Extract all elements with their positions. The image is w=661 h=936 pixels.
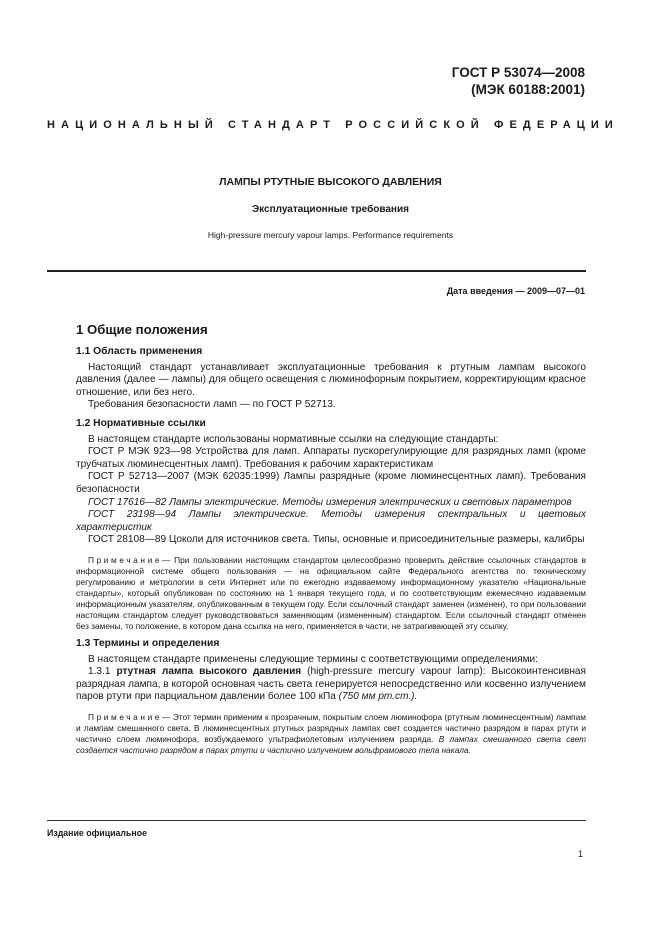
reference-item: ГОСТ 17616—82 Лампы электрические. Методы измерения электрических и световых параметров [88,496,572,508]
reference-item: ГОСТ Р МЭК 923—98 Устройства для ламп. Аппараты пускорегулирующие для разрядных ламп (кроме трубчатых люминесцентных ламп). Требования к рабочим характеристикам [76,446,586,470]
reference-item: ГОСТ 28108—89 Цоколи для источников света. Типы, основные и присоединительные размеры, калибры [88,534,585,546]
title-divider [47,270,586,272]
safety-paragraph: Требования безопасности ламп — по ГОСТ Р 52713. [88,399,336,411]
note-text: — При пользовании настоящим стандартом целесообразно проверить действие ссылочных стандартов в информационной системе общего пользования — на официальном сайте Федерального агентства по техническому регулированию и метрологии в сети Интернет или по ежегодно издаваемому информационному указателю «Национальные стандарты», который опубликован по состоянию на 1 января текущего года, и по соответствующим ежемесячно издаваемым информационным указателям, опубликованным в текущем году. Если ссылочный стандарт заменен (изменен), то при пользовании настоящим стандартом следует руководствоваться заменяющим (измененным) стандартом. Если ссылочный стандарт отменен без замены, то положение, в котором дана ссылка на него, применяется в части, не затрагивающей эту ссылку. [76,554,586,631]
document-body [76,322,586,762]
section-1-heading: 1 Общие положения [76,322,208,337]
note-italic-text: В лампах смешанного света свет создается частично разрядом в парах ртути и частично излучением вольфрамового тела накала. [76,733,586,755]
note-term [76,712,586,756]
effective-date: Дата введения — 2009—07—01 [446,286,585,296]
term-pressure-mm: (750 мм рт.ст.). [338,691,418,703]
note-label: Примечание [88,711,163,722]
gost-code: ГОСТ Р 53074—2008 [451,65,585,80]
reference-item: ГОСТ Р 52713—2007 (МЭК 62035:1999) Лампы разрядные (кроме люминесцентных ламп). Требования безопасности [76,471,586,495]
standard-code-block [452,64,585,98]
page-number: 1 [577,849,583,859]
term-definition-text: (high-pressure mercury vapour lamp): Высокоинтенсивная разрядная лампа, в которой основная часть света генерируется непосредственно или косвенно излучением паров ртути при парциальном давлении более 100 кПа [76,666,586,703]
section-1-1-heading: 1.1 Область применения [76,346,203,357]
national-standard-banner: НАЦИОНАЛЬНЫЙ СТАНДАРТ РОССИЙСКОЙ ФЕДЕРАЦИИ [47,119,619,131]
term-definition [76,666,586,704]
iec-code: (МЭК 60188:2001) [471,82,585,97]
english-title: High-pressure mercury vapour lamps. Performance requirements [207,230,454,240]
terms-intro: В настоящем стандарте применены следующие термины с соответствующими определениями: [88,653,538,665]
document-subtitle: Эксплуатационные требования [252,204,409,215]
section-1-3-heading: 1.3 Термины и определения [76,637,220,649]
document-title: ЛАМПЫ РТУТНЫЕ ВЫСОКОГО ДАВЛЕНИЯ [219,176,442,188]
footer-divider [47,820,586,821]
reference-item: ГОСТ 23198—94 Лампы электрические. Методы измерения спектральных и цветовых характеристик [76,509,586,533]
note-label: Примечание [88,554,163,565]
scope-paragraph: Настоящий стандарт устанавливает эксплуатационные требования к ртутным лампам высокого давления (далее — лампы) для общего освещения с люминофорным покрытием, корректирующим красное отношение, или без него. [76,361,586,398]
references-intro: В настоящем стандарте использованы нормативные ссылки на следующие стандарты: [88,433,499,445]
section-1-2-heading: 1.2 Нормативные ссылки [76,417,206,429]
edition-label: Издание официальное [47,828,147,838]
note-references [76,555,586,632]
term-name: ртутная лампа высокого давления [116,666,302,678]
note-text: — Этот термин применим к прозрачным, покрытым слоем люминофора (ртутным люминесцентным) лампам и лампам смешанного света. В люминесцентных ртутных разрядных лампах свет создается частично разрядом в парах ртути и частично слоем люминофора, возбуждаемого ультрафиолетовым излучением разряда. [76,711,586,744]
term-number: 1.3.1 [88,666,111,678]
